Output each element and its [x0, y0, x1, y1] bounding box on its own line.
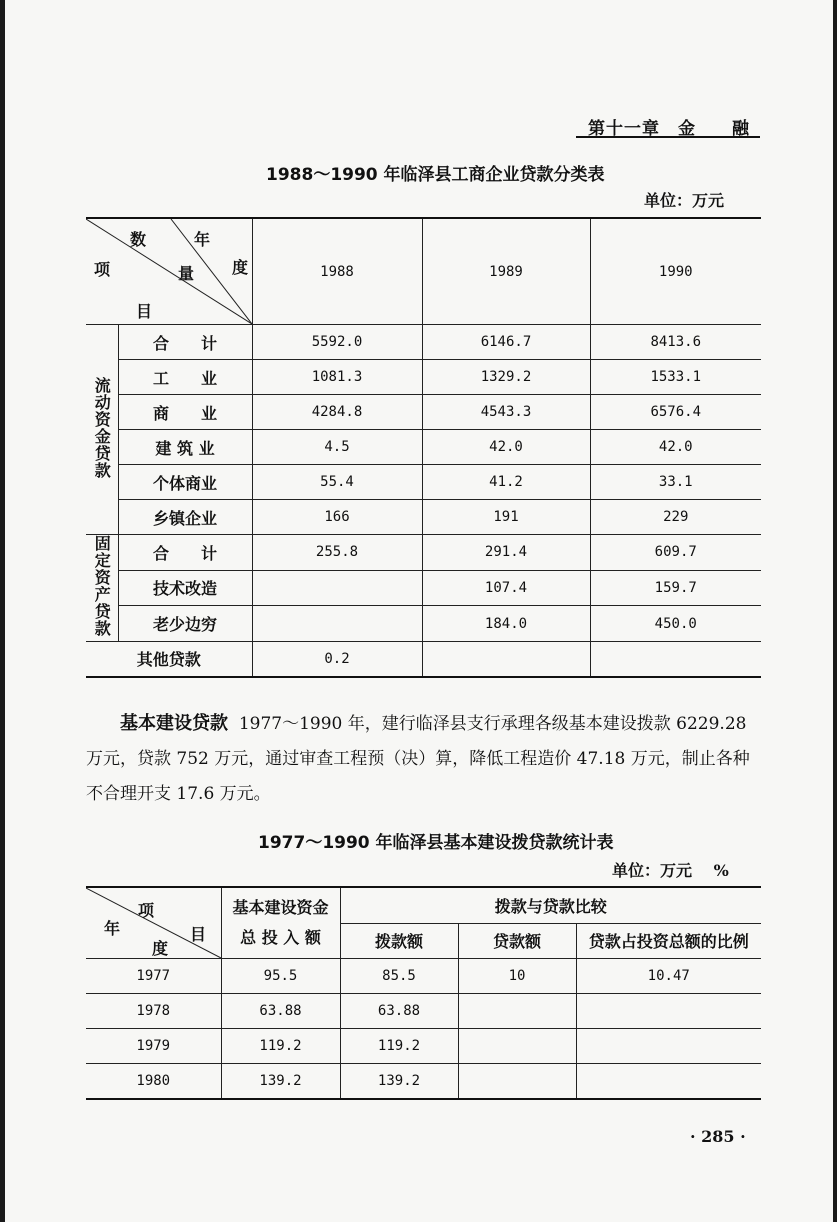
cell: 6576.4: [590, 395, 761, 430]
cell: [576, 1029, 761, 1064]
row-label: 合 计: [118, 535, 252, 571]
cell: [252, 570, 422, 606]
year-cell: 1977: [86, 959, 221, 994]
cell: 55.4: [252, 465, 422, 500]
cell: 0.2: [252, 642, 422, 677]
scan-left-edge: [0, 0, 5, 1222]
running-head-rule: [576, 136, 760, 138]
cell: 95.5: [221, 959, 340, 994]
header-bokuan: 拨款额: [340, 923, 458, 958]
header-xiang: 项: [94, 260, 111, 279]
cell: 1329.2: [422, 360, 590, 395]
header-daikuan: 贷款额: [458, 923, 576, 958]
cell: 119.2: [340, 1029, 458, 1064]
cell: 119.2: [221, 1029, 340, 1064]
row-label: 技术改造: [118, 570, 252, 606]
cell: 229: [590, 500, 761, 535]
cell: 1081.3: [252, 360, 422, 395]
header-xiang: 项: [138, 901, 155, 920]
year-1990: 1990: [590, 218, 761, 325]
row-label: 建 筑 业: [118, 430, 252, 465]
header-total: 基本建设资金 总 投 入 额: [221, 887, 340, 959]
cell: [422, 642, 590, 677]
cell: 42.0: [590, 430, 761, 465]
header-mu: 目: [136, 302, 153, 321]
paragraph-text: 1977～1990 年，建行临泽县支行承理各级基本建设拨款 6229.28 万元，贷款 752 万元，通过审查工程预（决）算，降低工程造价 47.18 万元，制止各种不合理开支 17.6 万元。: [86, 714, 750, 804]
table2-diagonal-header: [86, 887, 221, 959]
page-number: · 285 ·: [690, 1127, 746, 1146]
header-mu: 目: [190, 925, 207, 944]
cell: 255.8: [252, 535, 422, 571]
year-cell: 1980: [86, 1064, 221, 1099]
cell: 139.2: [340, 1064, 458, 1099]
cell: 291.4: [422, 535, 590, 571]
row-label: 老少边穷: [118, 606, 252, 642]
table1-unit: 单位：万元: [644, 191, 725, 210]
cell: 63.88: [340, 994, 458, 1029]
header-du: 度: [152, 939, 169, 958]
header-compare: 拨款与贷款比较: [340, 887, 761, 923]
year-1989: 1989: [422, 218, 590, 325]
cell: 609.7: [590, 535, 761, 571]
cell: 63.88: [221, 994, 340, 1029]
cell: 10.47: [576, 959, 761, 994]
cell: 4543.3: [422, 395, 590, 430]
header-shu: 数: [130, 230, 147, 249]
cell: 8413.6: [590, 325, 761, 360]
body-paragraph: [86, 706, 762, 812]
cell: 42.0: [422, 430, 590, 465]
running-head: 第十一章 金 融: [588, 119, 750, 139]
cell: [458, 1029, 576, 1064]
row-label: 乡镇企业: [118, 500, 252, 535]
row-label: 个体商业: [118, 465, 252, 500]
cell: [576, 994, 761, 1029]
row-label: 其他贷款: [86, 642, 252, 677]
cell: [252, 606, 422, 642]
cell: 85.5: [340, 959, 458, 994]
row-label: 商 业: [118, 395, 252, 430]
table2: [86, 886, 761, 1100]
header-du: 度: [232, 258, 249, 277]
cell: 4284.8: [252, 395, 422, 430]
cell: 166: [252, 500, 422, 535]
cell: [590, 642, 761, 677]
cell: 191: [422, 500, 590, 535]
table1-title: 1988～1990 年临泽县工商企业贷款分类表: [266, 165, 605, 185]
group-guding: 固定资产贷款: [86, 535, 118, 642]
year-cell: 1979: [86, 1029, 221, 1064]
cell: 159.7: [590, 570, 761, 606]
scan-right-edge: [833, 0, 837, 1222]
cell: 4.5: [252, 430, 422, 465]
cell: 6146.7: [422, 325, 590, 360]
header-liang: 量: [178, 264, 195, 283]
cell: [458, 994, 576, 1029]
table1-diagonal-header: [86, 218, 252, 325]
cell: 450.0: [590, 606, 761, 642]
cell: 41.2: [422, 465, 590, 500]
cell: 184.0: [422, 606, 590, 642]
group-liudong: 流动资金贷款: [86, 325, 118, 535]
cell: 5592.0: [252, 325, 422, 360]
cell: 107.4: [422, 570, 590, 606]
cell: 1533.1: [590, 360, 761, 395]
table2-unit: 单位：万元 %: [612, 861, 729, 880]
year-cell: 1978: [86, 994, 221, 1029]
cell: 10: [458, 959, 576, 994]
year-1988: 1988: [252, 218, 422, 325]
cell: 33.1: [590, 465, 761, 500]
cell: 139.2: [221, 1064, 340, 1099]
table2-title: 1977～1990 年临泽县基本建设拨贷款统计表: [258, 833, 614, 853]
header-nian: 年: [104, 919, 121, 938]
row-label: 合 计: [118, 325, 252, 360]
diagonal-lines: [86, 219, 252, 324]
paragraph-heading: 基本建设贷款: [120, 713, 228, 734]
cell: [576, 1064, 761, 1099]
cell: [458, 1064, 576, 1099]
row-label: 工 业: [118, 360, 252, 395]
table1: [86, 217, 761, 678]
header-nian: 年: [194, 230, 211, 249]
header-ratio: 贷款占投资总额的比例: [576, 923, 761, 958]
